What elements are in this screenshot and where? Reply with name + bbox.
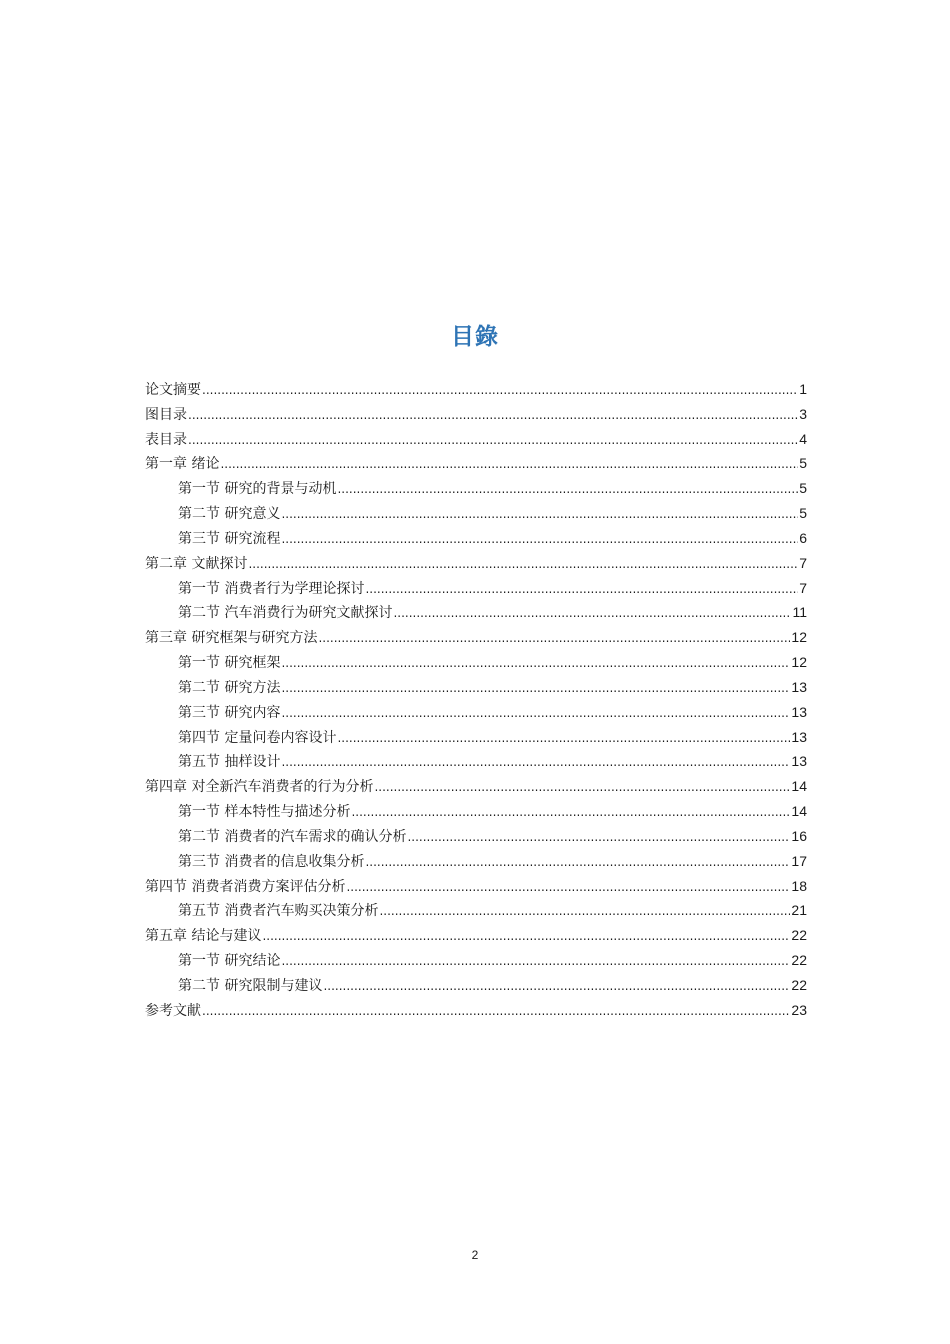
toc-title: 目錄	[451, 324, 499, 350]
toc-dot-leader	[374, 775, 790, 800]
toc-entry[interactable]	[145, 675, 807, 700]
toc-dot-leader	[281, 651, 790, 676]
toc-entry-label: 表目录	[145, 431, 187, 448]
toc-entry-page: 5	[799, 480, 807, 497]
table-of-contents	[145, 377, 807, 1023]
toc-entry-label: 第二节 研究限制与建议	[178, 977, 323, 994]
toc-entry-page: 13	[791, 753, 807, 770]
toc-entry[interactable]	[145, 625, 807, 650]
toc-entry-page: 3	[799, 405, 807, 422]
toc-entry-page: 6	[799, 529, 807, 546]
toc-dot-leader	[281, 701, 790, 726]
toc-dot-leader	[248, 552, 798, 577]
page-number: 2	[471, 1248, 479, 1262]
toc-entry-page: 23	[791, 1001, 807, 1018]
toc-entry-label: 第一章 绪论	[145, 456, 220, 473]
toc-entry[interactable]	[145, 948, 807, 973]
toc-dot-leader	[379, 899, 790, 924]
toc-entry-page: 22	[791, 952, 807, 969]
toc-entry-page: 21	[791, 902, 807, 919]
toc-dot-leader	[407, 825, 790, 850]
toc-entry-label: 第一节 消费者行为学理论探讨	[178, 580, 365, 597]
toc-entry-page: 13	[791, 703, 807, 720]
toc-entry-label: 第二节 汽车消费行为研究文献探讨	[178, 605, 393, 622]
toc-entry-page: 16	[791, 827, 807, 844]
toc-entry-label: 第四节 定量问卷内容设计	[178, 729, 337, 746]
toc-entry-page: 5	[799, 505, 807, 522]
toc-entry-page: 4	[799, 430, 807, 447]
toc-entry[interactable]	[145, 749, 807, 774]
toc-dot-leader	[281, 676, 790, 701]
toc-entry[interactable]	[145, 998, 807, 1023]
toc-entry-page: 11	[792, 604, 807, 621]
toc-entry-label: 第三章 研究框架与研究方法	[145, 630, 318, 647]
toc-entry[interactable]	[145, 799, 807, 824]
toc-entry[interactable]	[145, 824, 807, 849]
toc-entry-label: 第一节 研究框架	[178, 655, 281, 672]
toc-entry-page: 1	[799, 381, 807, 397]
toc-entry-page: 13	[791, 728, 807, 745]
toc-entry[interactable]	[145, 923, 807, 948]
toc-entry[interactable]	[145, 700, 807, 725]
toc-dot-leader	[281, 527, 798, 552]
toc-entry-label: 第一节 研究的背景与动机	[178, 481, 337, 498]
toc-entry-page: 22	[791, 927, 807, 944]
toc-dot-leader	[337, 726, 790, 751]
toc-entry[interactable]	[145, 650, 807, 675]
toc-dot-leader	[281, 949, 790, 974]
toc-dot-leader	[202, 378, 798, 403]
toc-entry-label: 第三节 研究流程	[178, 530, 281, 547]
toc-entry-label: 第四节 消费者消费方案评估分析	[145, 878, 346, 895]
toc-entry[interactable]	[145, 526, 807, 551]
toc-entry-page: 12	[791, 629, 807, 646]
toc-entry-page: 14	[791, 778, 807, 795]
toc-dot-leader	[188, 428, 798, 453]
toc-entry[interactable]	[145, 476, 807, 501]
toc-entry[interactable]	[145, 725, 807, 750]
toc-entry[interactable]	[145, 849, 807, 874]
toc-dot-leader	[365, 577, 798, 602]
toc-entry[interactable]	[145, 600, 807, 625]
toc-entry-label: 第三节 研究内容	[178, 704, 281, 721]
toc-entry-page: 5	[799, 455, 807, 472]
toc-entry-label: 图目录	[145, 406, 187, 423]
toc-dot-leader	[323, 974, 790, 999]
toc-dot-leader	[393, 601, 791, 626]
toc-dot-leader	[188, 403, 798, 428]
toc-entry-label: 参考文献	[145, 1002, 201, 1019]
toc-entry[interactable]	[145, 402, 807, 427]
toc-dot-leader	[281, 750, 790, 775]
toc-entry-page: 22	[791, 976, 807, 993]
toc-entry-page: 12	[791, 654, 807, 671]
toc-entry-label: 第二章 文献探讨	[145, 555, 248, 572]
toc-entry-label: 第五节 消费者汽车购买决策分析	[178, 903, 379, 920]
toc-entry-label: 第二节 研究方法	[178, 679, 281, 696]
toc-entry[interactable]	[145, 451, 807, 476]
toc-entry[interactable]	[145, 551, 807, 576]
toc-entry-label: 论文摘要	[145, 382, 201, 398]
toc-entry-label: 第四章 对全新汽车消费者的行为分析	[145, 779, 374, 796]
toc-dot-leader	[262, 924, 790, 949]
toc-entry[interactable]	[145, 874, 807, 899]
toc-entry-page: 14	[791, 803, 807, 820]
toc-entry[interactable]	[145, 576, 807, 601]
toc-entry-page: 13	[791, 678, 807, 695]
toc-entry-label: 第一节 样本特性与描述分析	[178, 804, 351, 821]
toc-entry-label: 第一节 研究结论	[178, 953, 281, 970]
toc-entry-page: 7	[799, 579, 807, 596]
toc-dot-leader	[220, 452, 798, 477]
toc-entry-label: 第五章 结论与建议	[145, 928, 262, 945]
toc-entry-page: 17	[791, 852, 807, 869]
toc-dot-leader	[365, 850, 790, 875]
toc-entry[interactable]	[145, 774, 807, 799]
toc-entry-page: 18	[791, 877, 807, 894]
toc-entry-label: 第三节 消费者的信息收集分析	[178, 853, 365, 870]
toc-dot-leader	[351, 800, 790, 825]
toc-dot-leader	[318, 626, 790, 651]
toc-entry-label: 第五节 抽样设计	[178, 754, 281, 771]
toc-entry-label: 第二节 研究意义	[178, 506, 281, 523]
toc-entry[interactable]	[145, 427, 807, 452]
toc-entry-page: 7	[799, 554, 807, 571]
toc-entry[interactable]	[145, 973, 807, 998]
toc-dot-leader	[346, 875, 790, 900]
toc-entry[interactable]	[145, 377, 807, 402]
toc-entry[interactable]	[145, 501, 807, 526]
toc-entry[interactable]	[145, 898, 807, 923]
toc-entry-label: 第二节 消费者的汽车需求的确认分析	[178, 828, 407, 845]
toc-dot-leader	[202, 999, 790, 1024]
toc-dot-leader	[337, 477, 798, 502]
toc-dot-leader	[281, 502, 798, 527]
